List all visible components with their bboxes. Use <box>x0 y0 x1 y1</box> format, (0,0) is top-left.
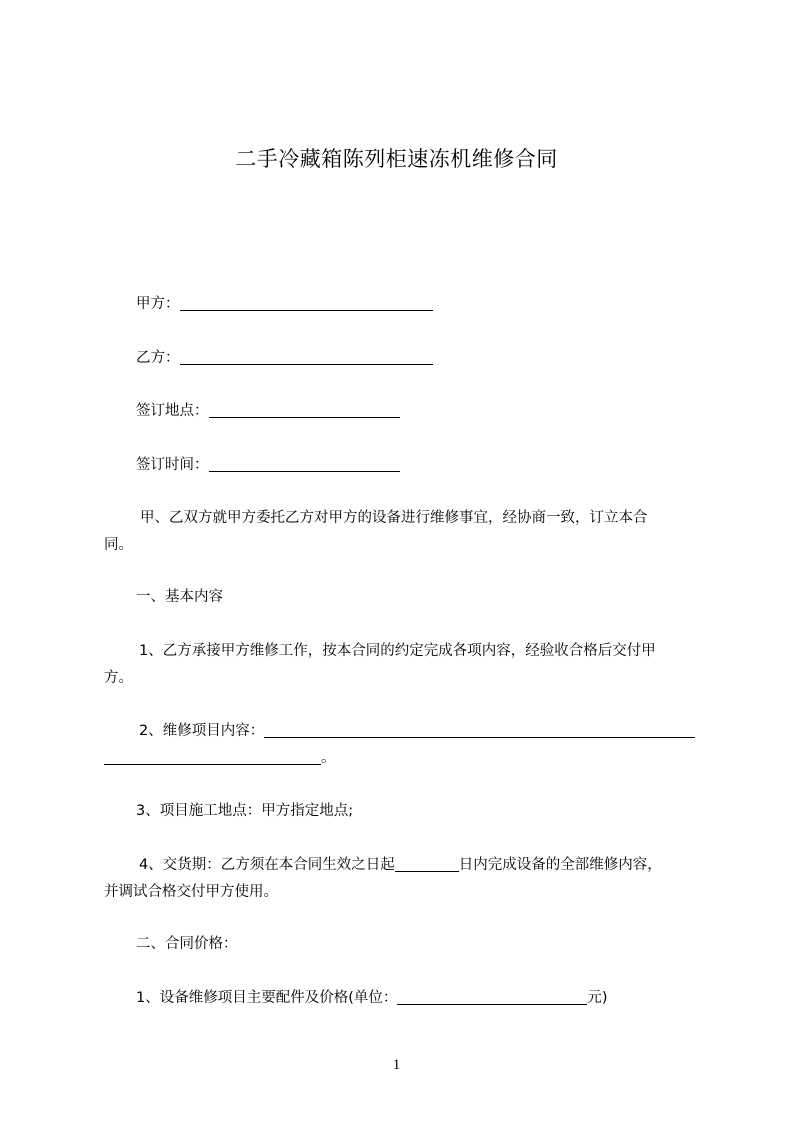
party-a-line <box>136 292 433 313</box>
price-unit-blank <box>397 990 587 1005</box>
sign-place-line <box>136 399 400 420</box>
sign-time-label: 签订时间： <box>136 457 209 473</box>
price-item-line <box>136 986 608 1007</box>
item-2-blank-1 <box>264 723 695 738</box>
document-title: 二手冷藏箱陈列柜速冻机维修合同 <box>235 147 558 171</box>
section-2-heading: 二、合同价格： <box>136 936 238 952</box>
item-2-blank-2 <box>104 750 321 765</box>
price-item-part-1: 1、设备维修项目主要配件及价格(单位： <box>136 990 398 1006</box>
sign-place-blank <box>209 403 400 418</box>
item-3: 3、项目施工地点：甲方指定地点; <box>136 803 354 819</box>
sign-time-line <box>136 453 400 474</box>
item-2-line-2 <box>104 746 336 767</box>
intro-line-1: 甲、乙双方就甲方委托乙方对甲方的设备进行维修事宜，经协商一致，订立本合 <box>140 510 648 526</box>
price-item-part-2: 元) <box>587 990 608 1006</box>
item-2-end: 。 <box>321 750 336 766</box>
party-a-blank <box>180 296 433 311</box>
party-a-label: 甲方： <box>136 296 180 312</box>
intro-line-2: 同。 <box>104 537 133 553</box>
item-4-line-1 <box>139 853 662 874</box>
section-1-heading: 一、基本内容 <box>136 589 223 605</box>
item-4-part-1: 4、交货期：乙方须在本合同生效之日起 <box>139 857 395 873</box>
sign-place-label: 签订地点： <box>136 403 209 419</box>
item-2-label: 2、维修项目内容： <box>139 723 265 739</box>
item-4-blank <box>395 857 459 872</box>
party-b-label: 乙方： <box>136 350 180 366</box>
item-2-line-1 <box>139 719 695 740</box>
party-b-line <box>136 346 433 367</box>
item-1-line-1: 1、乙方承接甲方维修工作，按本合同的约定完成各项内容，经验收合格后交付甲 <box>139 643 656 659</box>
item-1-line-2: 方。 <box>104 670 133 686</box>
sign-time-blank <box>209 457 400 472</box>
item-4-line-2: 并调试合格交付甲方使用。 <box>104 884 278 900</box>
page-number: 1 <box>392 1057 401 1073</box>
item-4-part-2: 日内完成设备的全部维修内容， <box>458 857 662 873</box>
party-b-blank <box>180 350 433 365</box>
